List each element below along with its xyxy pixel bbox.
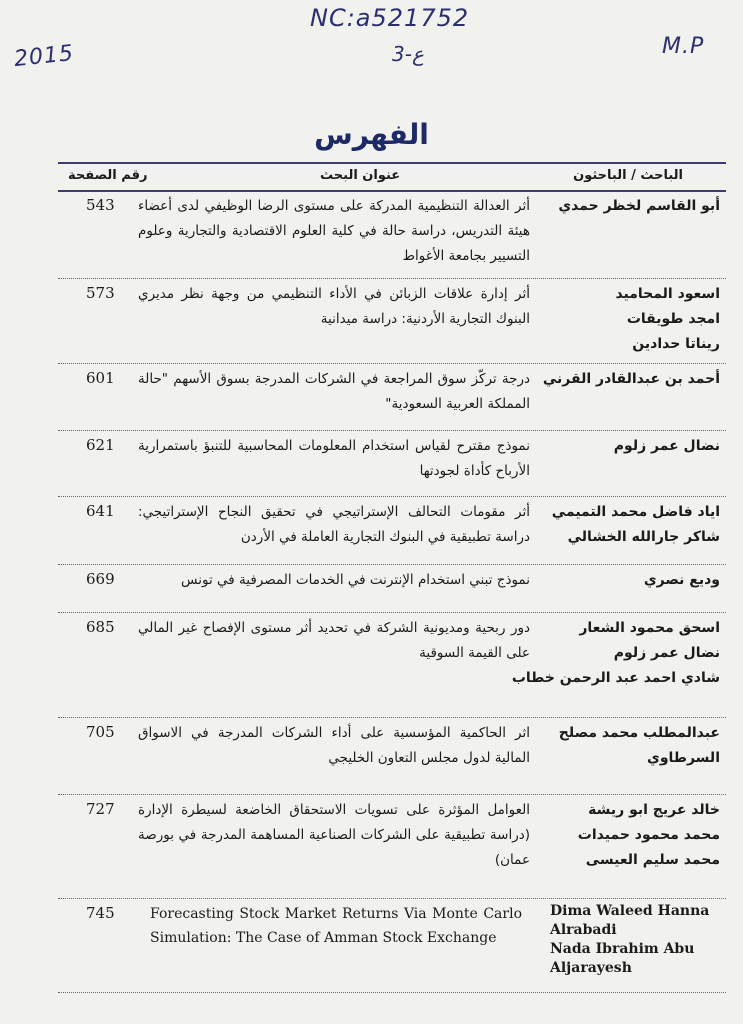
paper-title: أثر إدارة علاقات الزبائن في الأداء التنظيمي من وجهة نظر مديري البنوك التجارية الأردنية: دراسة ميدانية (138, 286, 530, 327)
author-name: Nada Ibrahim Abu Aljarayesh (550, 941, 695, 976)
author-name: شادي احمد عبد الرحمن خطاب (511, 670, 720, 686)
page-number: 705 (86, 723, 115, 741)
paper-title: Forecasting Stock Market Returns Via Monte Carlo Simulation: The Case of Amman Stock Exchange (150, 906, 522, 946)
paper-title: أثر مقومات التحالف الإستراتيجي في تحقيق النجاح الإستراتيجي: دراسة تطبيقية في البنوك التجارية العاملة في الأردن (138, 504, 530, 545)
table-row (58, 717, 726, 795)
page-number: 727 (86, 800, 115, 818)
author-name: خالد عريج ابو ريشة (588, 802, 720, 818)
paper-title: العوامل المؤثرة على تسويات الاستحقاق الخاضعة لسيطرة الإدارة (دراسة تطبيقية على الشركات الصناعية المساهمة المدرجة في بورصة عمان) (138, 802, 530, 868)
author-list (542, 194, 720, 219)
table-row (58, 496, 726, 565)
table-row (58, 363, 726, 431)
author-name: Dima Waleed Hanna Alrabadi (550, 903, 710, 938)
page-number: 745 (86, 904, 115, 922)
table-row (58, 190, 726, 279)
author-list (542, 568, 720, 593)
page-title: الفهرس (314, 118, 429, 151)
page-number: 573 (86, 284, 115, 302)
page-number: 669 (86, 570, 115, 588)
author-list (542, 367, 720, 392)
table-row (58, 612, 726, 718)
column-header-page: رقم الصفحة (68, 168, 148, 183)
author-list (542, 798, 720, 873)
paper-title: دور ربحية ومديونية الشركة في تحديد أثر مستوى الإفصاح غير المالي على القيمة السوقية (138, 620, 530, 661)
handwritten-corner-mark: M.P (662, 34, 705, 59)
table-row (58, 794, 726, 899)
author-name: نضال عمر زلوم (613, 645, 720, 661)
author-name: اسحق محمود الشعار (579, 620, 720, 636)
author-name: اسعود المحاميد (615, 286, 720, 302)
table-row (58, 898, 726, 993)
author-name: أبو القاسم لخظر حمدي (558, 198, 720, 214)
author-name: السرطاوي (647, 750, 720, 766)
paper-title: اثر الحاكمية المؤسسية على أداء الشركات المدرجة في الاسواق المالية لدول مجلس التعاون الخليجي (138, 725, 530, 766)
author-list (542, 721, 720, 771)
author-list (542, 500, 720, 550)
author-list (511, 616, 720, 691)
page-number: 543 (86, 196, 115, 214)
column-header-author: الباحث / الباحثون (573, 168, 683, 183)
handwritten-year: 2015 (12, 40, 76, 73)
author-name: امجد طويقات (626, 311, 720, 327)
author-list (550, 902, 720, 978)
author-list (542, 282, 720, 357)
handwritten-shelf-mark: 3-ع (392, 42, 424, 66)
author-name: ريناتا حدادين (632, 336, 720, 352)
paper-title: درجة تركّز سوق المراجعة في الشركات المدرجة بسوق الأسهم "حالة المملكة العربية السعودية" (138, 371, 530, 412)
author-list (542, 434, 720, 459)
page-number: 641 (86, 502, 115, 520)
paper-title: نموذج مقترح لقياس استخدام المعلومات المحاسبية للتنبؤ باستمرارية الأرباح كأداة لجودتها (138, 438, 530, 479)
author-name: نضال عمر زلوم (613, 438, 720, 454)
page-number: 621 (86, 436, 115, 454)
author-name: عبدالمطلب محمد مصلح (558, 725, 720, 741)
author-name: شاكر جارالله الخشالي (567, 529, 720, 545)
author-name: محمد محمود حميدات (577, 827, 720, 843)
table-row (58, 564, 726, 613)
page-number: 685 (86, 618, 115, 636)
page-number: 601 (86, 369, 115, 387)
table-row (58, 278, 726, 364)
table-row (58, 430, 726, 497)
paper-title: أثر العدالة التنظيمية المدركة على مستوى الرضا الوظيفي لدى أعضاء هيئة التدريس، دراسة حالة في كلية العلوم الاقتصادية والتجارية وعلوم التسيير بجامعة الأغواط (138, 198, 530, 264)
column-header-title: عنوان البحث (320, 168, 401, 183)
author-name: وديع نصري (643, 572, 720, 588)
header-top-rule (58, 162, 726, 164)
paper-title: نموذج تبني استخدام الإنترنت في الخدمات المصرفية في تونس (181, 572, 530, 588)
handwritten-catalog-code: NC:a521752 (310, 4, 470, 32)
author-name: محمد سليم العيسى (585, 852, 720, 868)
author-name: اياد فاضل محمد التميمي (551, 504, 720, 520)
author-name: أحمد بن عبدالقادر القرني (542, 371, 720, 387)
